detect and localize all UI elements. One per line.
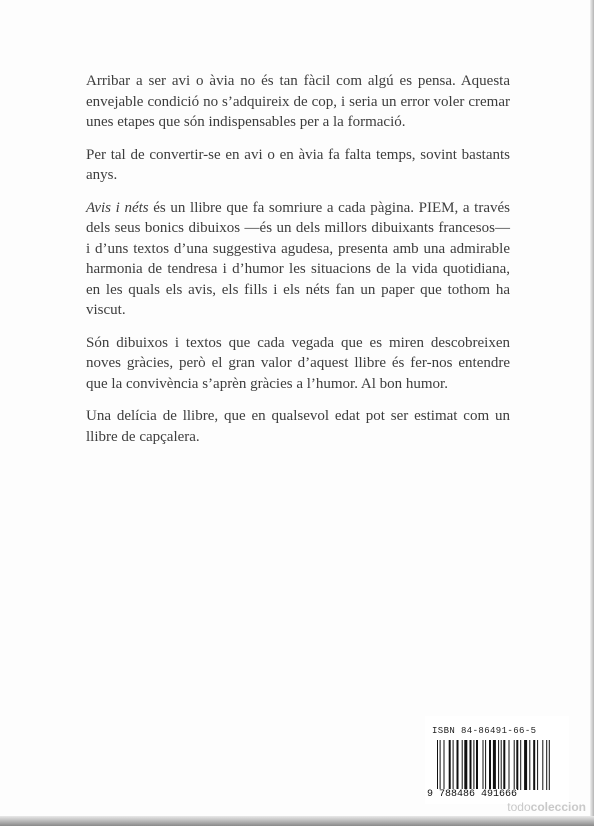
isbn-label: ISBN 84-86491-66-5 bbox=[432, 726, 537, 736]
book-title-italic: Avis i néts bbox=[86, 199, 149, 216]
barcode-bar bbox=[453, 740, 454, 790]
watermark-prefix: todo bbox=[507, 800, 531, 814]
barcode-bar bbox=[444, 740, 445, 790]
barcode-bar bbox=[473, 740, 474, 790]
barcode-bar bbox=[509, 740, 510, 790]
barcode-bar bbox=[437, 740, 438, 790]
barcode-bar bbox=[457, 740, 459, 790]
barcode-bar bbox=[514, 740, 515, 790]
barcode-bar bbox=[483, 740, 484, 790]
barcode-bar bbox=[462, 740, 463, 790]
barcode-bar bbox=[493, 740, 496, 790]
barcode-bar bbox=[501, 740, 502, 790]
paragraph-1: Arribar a ser avi o àvia no és tan fàcil com algú es pensa. Aquesta envejable condició no s’adquireix de cop, i seria un error voler cremar unes etapes que són indispensables per a la formació. bbox=[86, 73, 510, 130]
barcode-bar bbox=[440, 740, 441, 790]
barcode-bar bbox=[524, 740, 527, 790]
barcode-bar bbox=[537, 740, 538, 790]
barcode-bar bbox=[516, 740, 518, 790]
watermark-brand: coleccion bbox=[530, 800, 586, 814]
paragraph-2: Per tal de convertir-se en avi o en àvia fa falta temps, sovint bastants anys. bbox=[86, 146, 510, 183]
barcode-bar bbox=[498, 740, 499, 790]
paragraph-3 bbox=[86, 198, 510, 321]
barcode-bar bbox=[489, 740, 491, 790]
watermark bbox=[507, 800, 586, 814]
barcode-bar bbox=[529, 740, 530, 790]
barcode-bar bbox=[549, 740, 550, 790]
barcode-bar bbox=[476, 740, 478, 790]
barcode-bar bbox=[546, 740, 547, 790]
barcode-bar bbox=[485, 740, 486, 790]
barcode-bar bbox=[449, 740, 451, 790]
barcode-bars bbox=[437, 740, 557, 790]
barcode-bar bbox=[503, 740, 505, 790]
paragraph-5: Una delícia de llibre, que en qualsevol edat pot ser estimat com un llibre de capçalera. bbox=[86, 408, 510, 445]
barcode-bar bbox=[470, 740, 472, 790]
ean-digits: 9 788486 491666 bbox=[427, 789, 518, 800]
paragraph-3-body: és un llibre que fa somriure a cada pàgina. PIEM, a través dels seus bonics dibuixos —és un dels millors dibuixants francesos— i d’uns textos d’una suggestiva agudesa, presenta amb una admirable harmonia de tendresa i d’humor les situacions de la vida quotidiana, en les quals els avis, els fills i els néts fan un paper que tothom ha viscut. bbox=[86, 199, 510, 318]
barcode-bar bbox=[542, 740, 543, 790]
blurb-text bbox=[86, 71, 510, 459]
cover-bottom-edge bbox=[0, 816, 594, 826]
barcode-bar bbox=[533, 740, 535, 790]
paragraph-4: Són dibuixos i textos que cada vegada que es miren descobreixen noves gràcies, però el gran valor d’aquest llibre és fer-nos entendre que la convivència s’aprèn gràcies a l’humor. Al bon humor. bbox=[86, 334, 510, 392]
barcode-bar bbox=[464, 740, 467, 790]
cover-right-edge bbox=[590, 0, 594, 826]
barcode-bar bbox=[520, 740, 521, 790]
barcode-panel bbox=[425, 716, 569, 804]
